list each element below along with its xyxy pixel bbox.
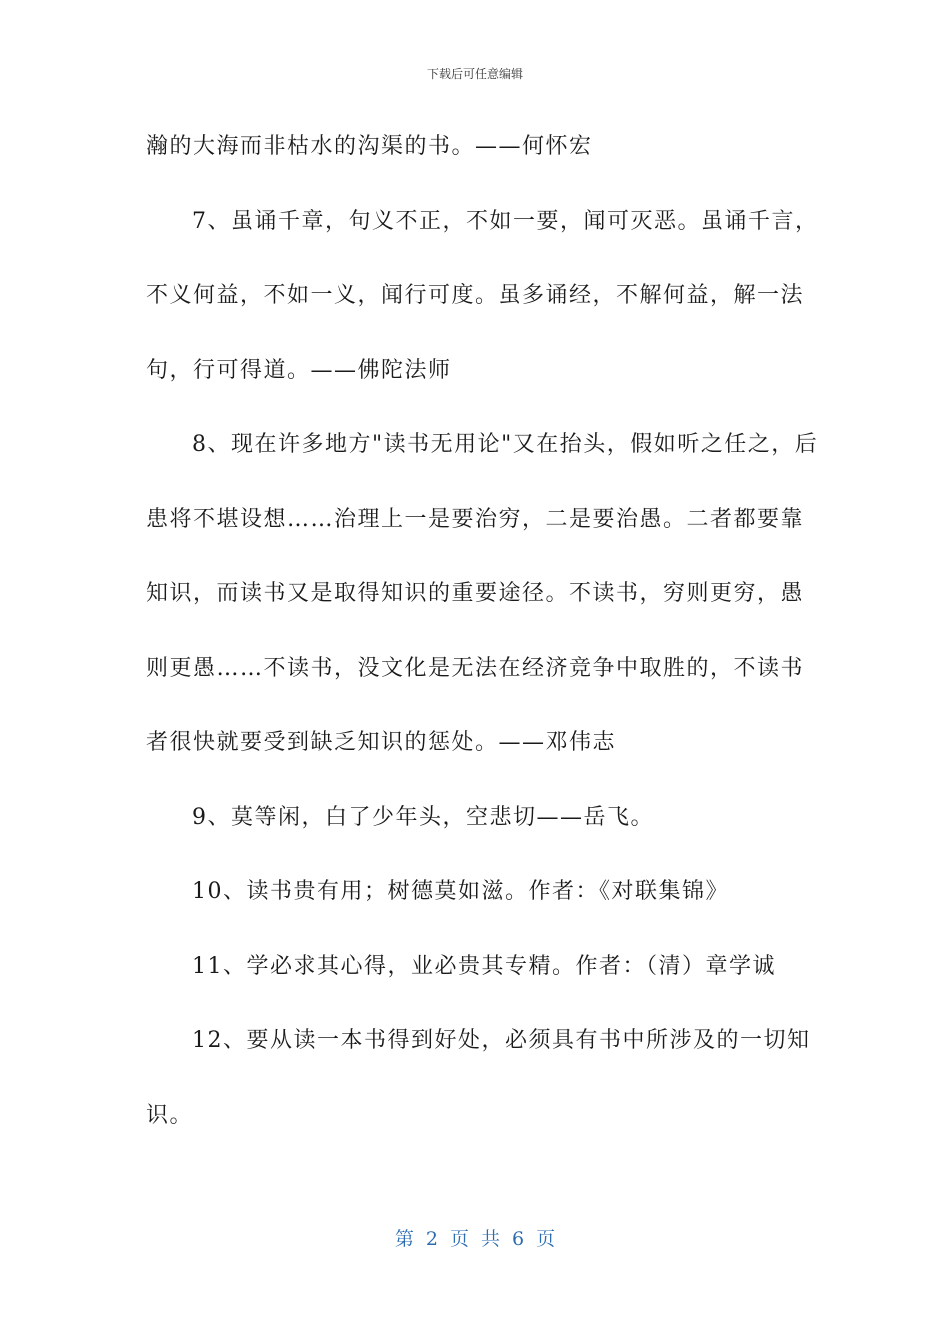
paragraph-quote-7: 7、虽诵千章，句义不正，不如一要，闻可灭恶。虽诵千言，不义何益，不如一义，闻行可度。虽多诵经，不解何益，解一法句，行可得道。——佛陀法师	[146, 208, 819, 383]
paragraph-quote-10: 10、读书贵有用；树德莫如滋。作者：《对联集锦》	[192, 879, 729, 904]
paragraph-quote-12: 12、要从读一本书得到好处，必须具有书中所涉及的一切知识。	[146, 1028, 811, 1128]
paragraph-quote-9: 9、莫等闲，白了少年头，空悲切——岳飞。	[192, 804, 654, 830]
paragraph-quote-8: 8、现在许多地方"读书无用论"又在抬头，假如听之任之，后患将不堪设想……治理上一是要治穷，二是要治愚。二者都要靠知识，而读书又是取得知识的重要途径。不读书，穷则更穷，愚则更愚……不读书，没文化是无法在经济竞争中取胜的，不读书者很快就要受到缺乏知识的惩处。——邓伟志	[146, 432, 819, 755]
document-body	[146, 110, 826, 1153]
paragraph-quote-6-end: 瀚的大海而非枯水的沟渠的书。——何怀宏	[146, 134, 593, 159]
page-number: 第 2 页 共 6 页	[394, 1228, 556, 1250]
header-note: 下载后可任意编辑	[426, 67, 523, 81]
paragraph-quote-11: 11、学必求其心得，业必贵其专精。作者：（清）章学诚	[192, 953, 776, 979]
